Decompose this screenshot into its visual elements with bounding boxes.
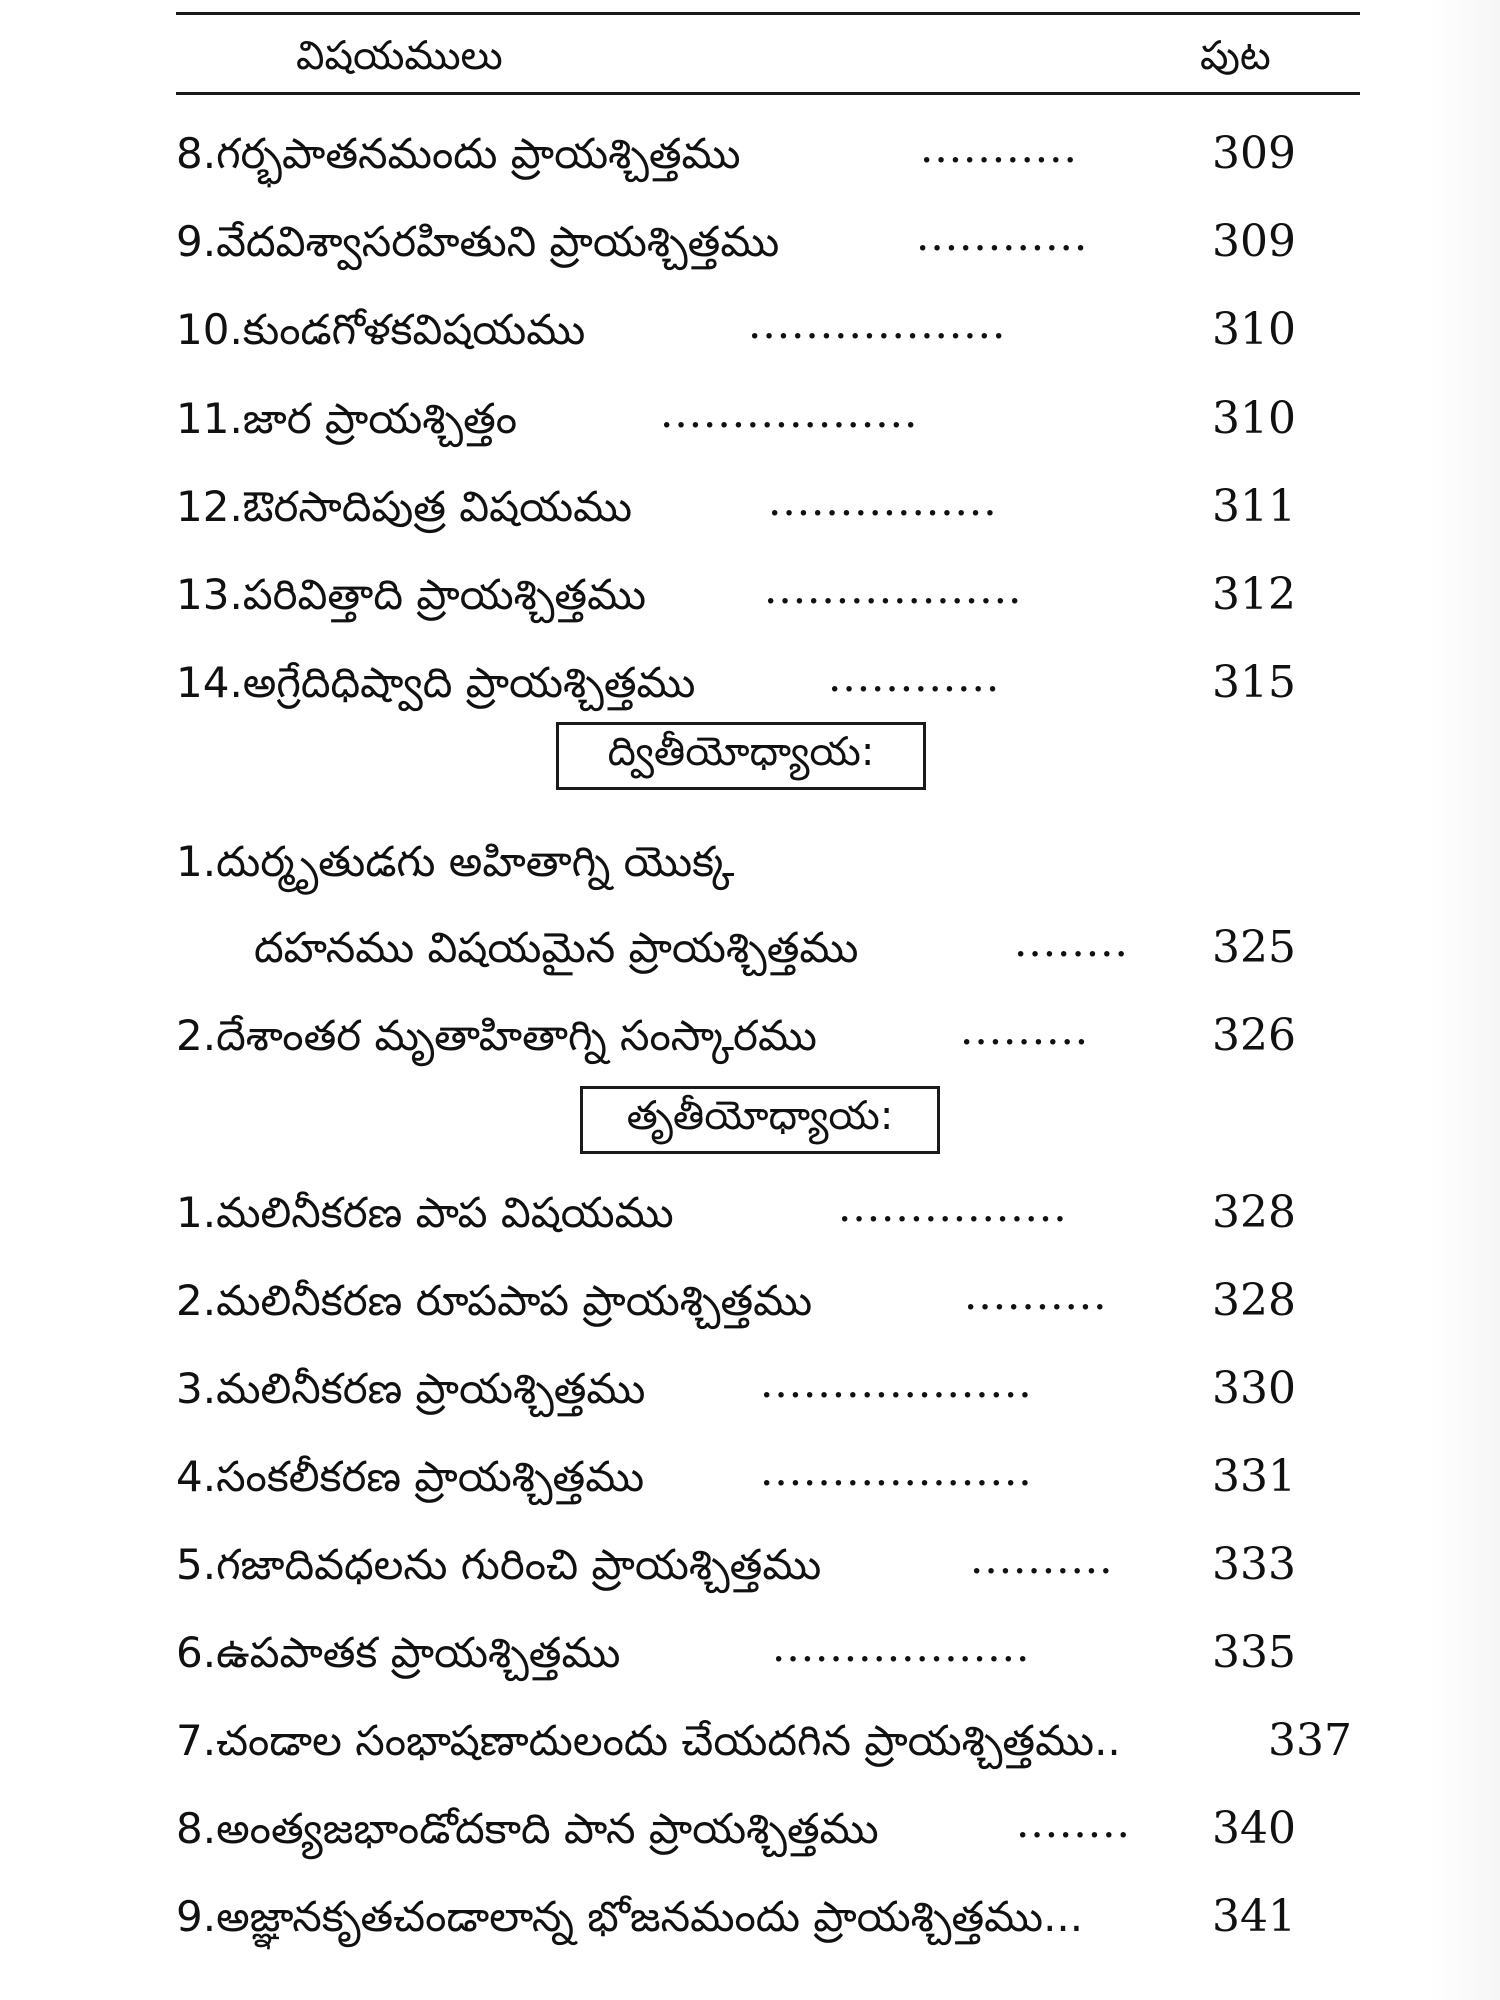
header-rule	[176, 92, 1360, 95]
toc-entry	[176, 1441, 1296, 1513]
entry-page: 326	[1212, 1010, 1296, 1061]
entry-leader: ..........	[970, 1534, 1114, 1583]
entry-page: 341	[1212, 1891, 1296, 1942]
entry-title: 6.ఉపపాతక ప్రాయశ్చిత్తము	[176, 1628, 621, 1677]
entry-title: 13.పరివిత్తాది ప్రాయశ్చిత్తము	[176, 570, 647, 619]
entry-title: 10.కుండగోళకవిషయము	[176, 305, 586, 354]
entry-leader: ...........	[920, 123, 1078, 172]
entry-page: 311	[1212, 481, 1296, 532]
toc-entry	[176, 118, 1296, 190]
entry-leader: ............	[916, 211, 1089, 260]
entry-title: 8.గర్భపాతనమందు ప్రాయశ్చిత్తము	[176, 129, 741, 178]
chapter-heading-2: ద్వితీయోధ్యాయ:	[556, 722, 926, 790]
entry-page: 309	[1212, 216, 1296, 267]
entry-page: 310	[1212, 304, 1296, 355]
toc-entry	[176, 826, 1296, 898]
entry-leader: ................	[838, 1182, 1068, 1231]
page-header: పుట	[1200, 33, 1271, 79]
entry-leader: ........	[1016, 1798, 1131, 1847]
entry-title: 5.గజాదివధలను గురించి ప్రాయశ్చిత్తము	[176, 1540, 822, 1589]
toc-entry	[176, 383, 1296, 455]
toc-entry	[176, 471, 1296, 543]
entry-leader: .........	[960, 1005, 1090, 1054]
entry-page: 331	[1212, 1451, 1296, 1502]
toc-entry	[176, 294, 1296, 366]
entry-title: 12.ఔరసాదిపుత్ర విషయము	[176, 482, 633, 531]
entry-title: 1.మలినీకరణ పాప విషయము	[176, 1188, 674, 1237]
entry-page: 315	[1212, 657, 1296, 708]
entry-page: 328	[1212, 1275, 1296, 1326]
entry-leader: ............	[828, 652, 1001, 701]
entry-title: 11.జార ప్రాయశ్చిత్తం	[176, 394, 518, 443]
toc-entry	[176, 647, 1296, 719]
entry-leader: ........	[1014, 917, 1129, 966]
entry-page: 312	[1212, 569, 1296, 620]
entry-page: 328	[1212, 1187, 1296, 1238]
entry-leader: ...................	[760, 1358, 1033, 1407]
toc-entry	[176, 1793, 1296, 1865]
entry-title: 9.వేదవిశ్వాసరహితుని ప్రాయశ్చిత్తము	[176, 217, 780, 266]
entry-leader: ..................	[748, 299, 1007, 348]
entry-title: 2.మలినీకరణ రూపపాప ప్రాయశ్చిత్తము	[176, 1276, 813, 1325]
entry-leader: ..................	[660, 388, 919, 437]
toc-entry	[176, 206, 1296, 278]
toc-entry	[176, 1617, 1296, 1689]
toc-entry	[176, 1000, 1296, 1072]
entry-leader: ................	[768, 476, 998, 525]
entry-page: 335	[1212, 1627, 1296, 1678]
entry-page: 337	[1268, 1715, 1352, 1766]
entry-title: 7.చండాల సంభాషణాదులందు చేయదగిన ప్రాయశ్చిత్తము..	[176, 1716, 1121, 1765]
entry-page: 309	[1212, 128, 1296, 179]
toc-entry	[176, 559, 1296, 631]
toc-entry	[176, 1353, 1296, 1425]
entry-leader: ..........	[964, 1270, 1108, 1319]
entry-title: 2.దేశాంతర మృతాహితాగ్ని సంస్కారము	[176, 1011, 817, 1060]
page-edge-shading	[1430, 0, 1500, 2000]
chapter-heading-3: తృతీయోధ్యాయ:	[580, 1086, 940, 1154]
entry-page: 310	[1212, 393, 1296, 444]
entry-title: 14.అగ్రేదిధిష్వాది ప్రాయశ్చిత్తము	[176, 658, 696, 707]
entry-title: 3.మలినీకరణ ప్రాయశ్చిత్తము	[176, 1364, 646, 1413]
entry-leader: ...................	[760, 1446, 1033, 1495]
top-rule	[176, 12, 1360, 15]
entry-title: 1.దుర్మృతుడగు అహితాగ్ని యొక్క	[176, 837, 735, 886]
entry-page: 325	[1212, 922, 1296, 973]
entry-title: 4.సంకలీకరణ ప్రాయశ్చిత్తము	[176, 1452, 645, 1501]
entry-leader: ..................	[764, 564, 1023, 613]
toc-entry	[176, 1529, 1296, 1601]
entry-page: 340	[1212, 1803, 1296, 1854]
entry-title: దహనము విషయమైన ప్రాయశ్చిత్తము	[254, 923, 859, 972]
subjects-header: విషయములు	[296, 33, 503, 79]
entry-leader: ..................	[772, 1622, 1031, 1671]
toc-entry	[176, 1881, 1296, 1953]
toc-entry	[176, 1177, 1296, 1249]
toc-entry	[176, 1265, 1296, 1337]
toc-entry	[176, 912, 1296, 984]
entry-title: 8.అంత్యజభాండోదకాది పాన ప్రాయశ్చిత్తము	[176, 1804, 879, 1853]
entry-page: 333	[1212, 1539, 1296, 1590]
entry-title: 9.అజ్ఞానకృతచండాలాన్న భోజనమందు ప్రాయశ్చిత్తము...	[176, 1892, 1084, 1941]
toc-entry	[176, 1705, 1352, 1777]
entry-page: 330	[1212, 1363, 1296, 1414]
